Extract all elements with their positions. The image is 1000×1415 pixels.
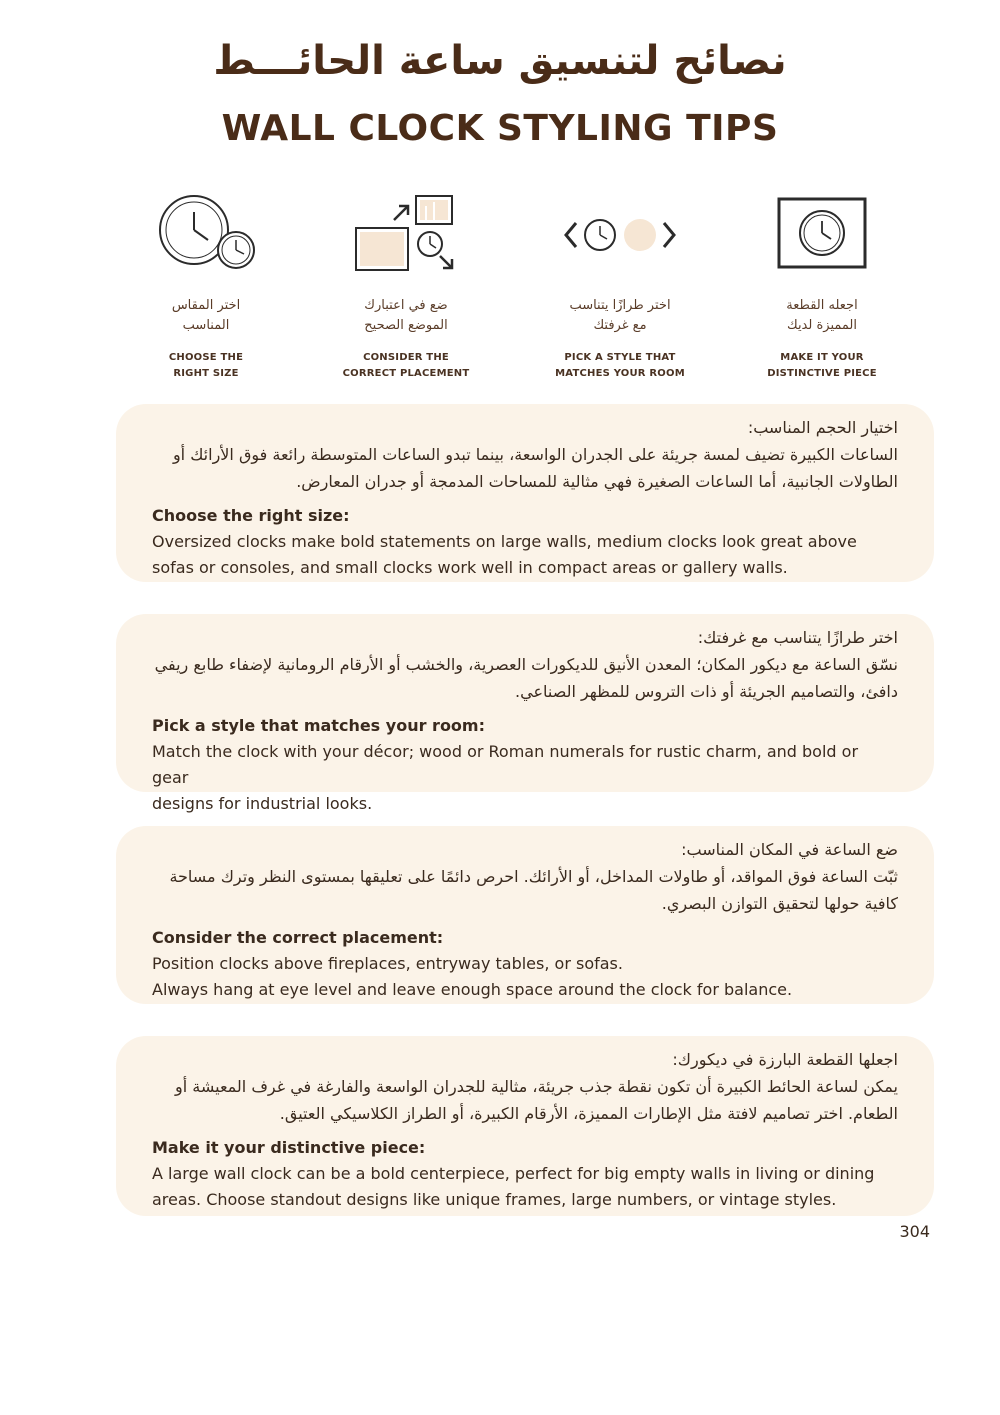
tip-card-distinctive [116, 1036, 934, 1216]
tip-card-placement [116, 826, 934, 1004]
tip-heading-arabic: اجعلها القطعة البارزة في ديكورك: [672, 1050, 898, 1069]
two-clocks-size-icon [150, 188, 260, 278]
caption-distinctive [722, 296, 922, 382]
placement-arrows-icon [350, 190, 460, 280]
tip-body: Match the clock with your décor; wood or Roman numerals for rustic charm, and bold or gear designs for industrial looks. [152, 742, 859, 813]
caption-arabic: ضع في اعتبارك الموضع الصحيح [364, 298, 448, 333]
tip-body: Oversized clocks make bold statements on large walls, medium clocks look great above sofas or consoles, and small clocks work well in compact areas or gallery walls. [152, 532, 857, 577]
framed-clock-icon [775, 195, 871, 271]
tip-heading-arabic: اختر طرازًا يتناسب مع غرفتك: [697, 628, 898, 647]
tip-heading: Consider the correct placement: [152, 928, 444, 947]
tip-body-arabic: الساعات الكبيرة تضيف لمسة جريئة على الجدران الواسعة، بينما تبدو الساعات المتوسطة رائعة فوق الأرائك أو الطاولات الجانبية، أما الساعات الصغيرة فهي مثالية للمساحات المدمجة أو جدران المعارض. [172, 445, 898, 491]
tip-heading: Choose the right size: [152, 506, 350, 525]
tip-heading-arabic: ضع الساعة في المكان المناسب: [681, 840, 898, 859]
page-number: 304 [899, 1222, 930, 1241]
tip-heading: Make it your distinctive piece: [152, 1138, 426, 1157]
tip-body-arabic: ثبّت الساعة فوق المواقد، أو طاولات المداخل، أو الأرائك. احرص دائمًا على تعليقها بمستوى النظر وترك مساحة كافية حولها لتحقيق التوازن البصري. [169, 867, 898, 913]
tip-card-size [116, 404, 934, 582]
tip-heading-arabic: اختيار الحجم المناسب: [747, 418, 898, 437]
page-title: WALL CLOCK STYLING TIPS [221, 108, 779, 149]
tip-card-style [116, 614, 934, 813]
tip-body-arabic: يمكن لساعة الحائط الكبيرة أن تكون نقطة جذب جريئة، مثالية للجدران الواسعة والفارغة في غرف المعيشة أو الطعام. اختر تصاميم لافتة مثل الإطارات المميزة، الأرقام الكبيرة، أو الطراز الكلاسيكي العتيق. [175, 1077, 898, 1123]
caption-english: PICK A STYLE THAT MATCHES YOUR ROOM [555, 352, 685, 379]
caption-style [520, 296, 720, 382]
tip-heading: Pick a style that matches your room: [152, 716, 485, 735]
caption-english: MAKE IT YOUR DISTINCTIVE PIECE [767, 352, 877, 379]
style-selector-icon [560, 205, 680, 265]
caption-english: CONSIDER THE CORRECT PLACEMENT [342, 352, 470, 379]
caption-choose-size [106, 296, 306, 382]
caption-arabic: اختر المقاس المناسب [171, 298, 241, 333]
caption-placement [306, 296, 506, 382]
tip-body-arabic: نسّق الساعة مع ديكور المكان؛ المعدن الأنيق للديكورات العصرية، والخشب أو الأرقام الرومانية لإضفاء طابع ريفي دافئ، والتصاميم الجريئة أو ذات التروس للمظهر الصناعي. [154, 655, 898, 701]
caption-english: CHOOSE THE RIGHT SIZE [168, 352, 244, 379]
page-title-arabic: نصائح لتنسيق ساعة الحائـــط [213, 38, 787, 84]
caption-arabic: اجعله القطعة المميزة لديك [786, 298, 858, 333]
tip-body: A large wall clock can be a bold centerpiece, perfect for big empty walls in living or dining areas. Choose standout designs like unique frames, large numbers, or vintage styles. [152, 1164, 875, 1209]
tip-body: Position clocks above fireplaces, entryway tables, or sofas. Always hang at eye level and leave enough space around the clock for balance. [152, 954, 793, 999]
caption-arabic: اختر طرازًا يتناسب مع غرفتك [569, 298, 671, 333]
